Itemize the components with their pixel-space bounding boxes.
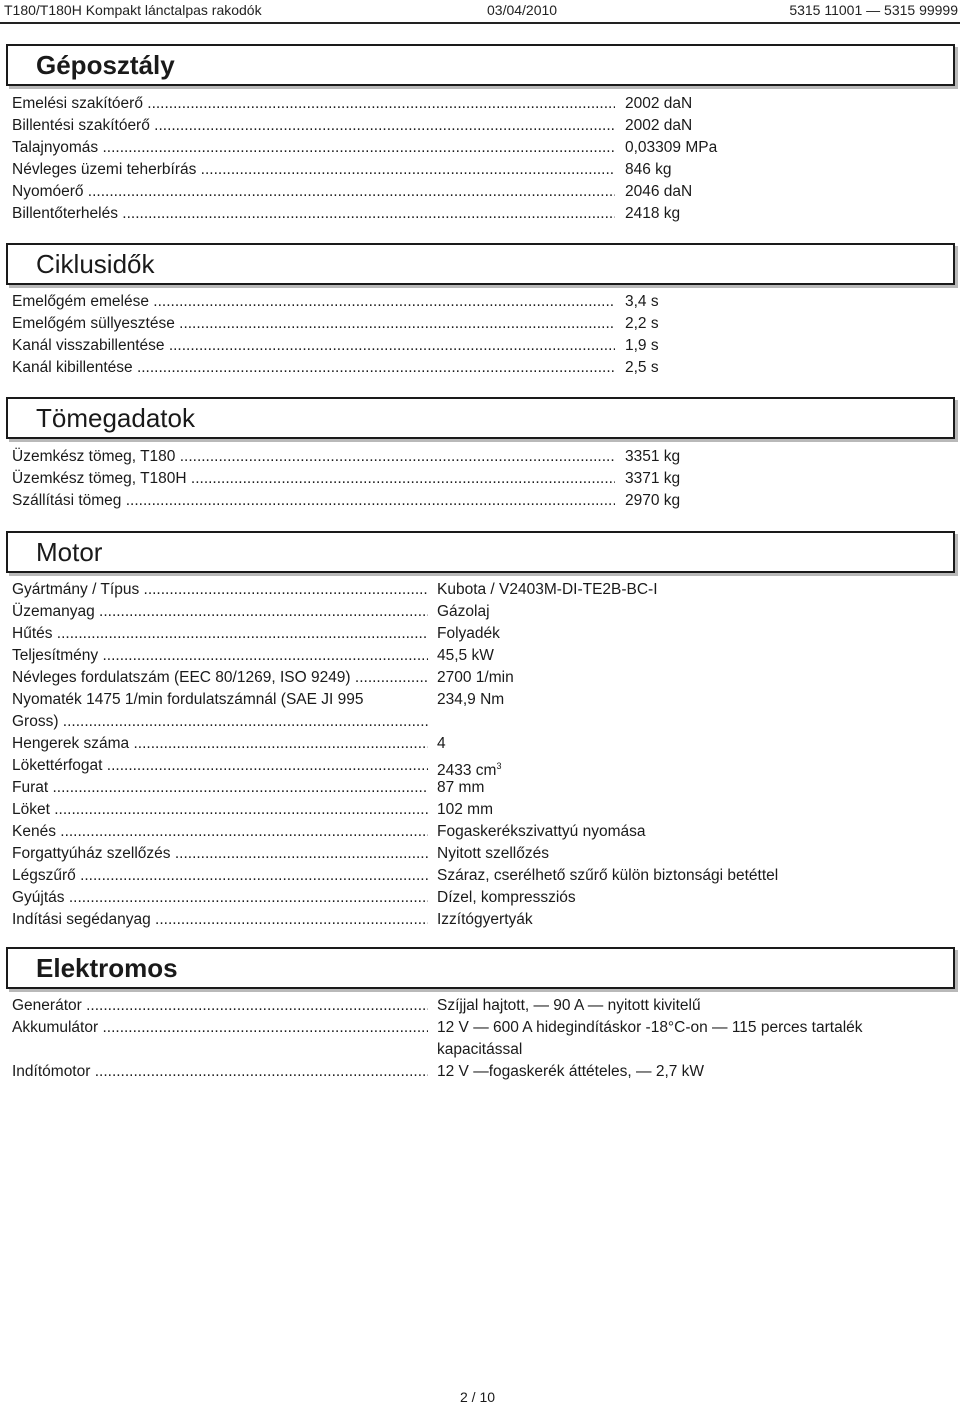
spec-row: [0, 821, 960, 843]
spec-label: Generátor .....: [12, 995, 428, 1017]
spec-label: Indítómotor .....: [12, 1061, 428, 1083]
spec-label: Szállítási tömeg .....: [12, 490, 615, 512]
spec-label: [12, 689, 428, 733]
spec-label: Teljesítmény .....: [12, 645, 428, 667]
section-heading-box: [6, 531, 955, 573]
electrical-list: [0, 995, 960, 1083]
spec-label: Emelési szakítóerő .....: [12, 93, 615, 115]
spec-value: 0,03309 MPa: [625, 139, 718, 156]
spec-value: Gázolaj: [437, 603, 490, 620]
spec-label: Furat .....: [12, 777, 428, 799]
spec-label: Akkumulátor .....: [12, 1017, 428, 1061]
machine-class-list: [0, 93, 960, 225]
section-heading-box: [6, 44, 955, 86]
document-date: 03/04/2010: [487, 2, 558, 18]
spec-label: Indítási segédanyag .....: [12, 909, 428, 931]
section-title: Ciklusidők: [36, 249, 155, 279]
section-heading-box: [6, 397, 955, 439]
spec-value: Fogaskerékszivattyú nyomása: [437, 823, 646, 840]
spec-value: 2046 daN: [625, 183, 693, 200]
spec-value: 2,5 s: [625, 359, 659, 376]
spec-row: [0, 623, 960, 645]
spec-label: Nyomóerő .....: [12, 181, 615, 203]
spec-row: [0, 579, 960, 601]
spec-value: 4: [437, 735, 446, 752]
spec-label-line: Nyomaték 1475 1/min fordulatszámnál (SAE JI 995: [12, 691, 364, 708]
spec-value: Izzítógyertyák: [437, 911, 533, 928]
spec-value: Dízel, kompressziós: [437, 889, 576, 906]
page-number: 2 / 10: [460, 1389, 496, 1405]
spec-label: Hengerek száma .....: [12, 733, 428, 755]
spec-row: [0, 137, 960, 159]
spec-value: 2,2 s: [625, 315, 659, 332]
spec-label: Billentőterhelés .....: [12, 203, 615, 225]
spec-label: Névleges üzemi teherbírás .....: [12, 159, 615, 181]
spec-value: 3,4 s: [625, 293, 659, 310]
spec-value: 3351 kg: [625, 448, 681, 465]
spec-row: [0, 909, 960, 931]
spec-row: [0, 313, 960, 335]
spec-row: [0, 799, 960, 821]
spec-value: 87 mm: [437, 779, 485, 796]
spec-label: Kanál kibillentése .....: [12, 357, 615, 379]
spec-value-text: 2433 cm: [437, 762, 497, 779]
spec-value: 234,9 Nm: [437, 691, 505, 708]
header-divider: [0, 22, 960, 24]
section-heading-box: [6, 947, 955, 989]
spec-value: 45,5 kW: [437, 647, 494, 664]
spec-label: Hűtés .....: [12, 623, 428, 645]
spec-row: [0, 468, 960, 490]
spec-label: Kenés .....: [12, 821, 428, 843]
spec-value: Száraz, cserélhető szűrő külön biztonsági betéttel: [437, 867, 779, 884]
spec-label: Üzemanyag .....: [12, 601, 428, 623]
spec-row: [0, 733, 960, 755]
spec-label: Gyújtás .....: [12, 887, 428, 909]
section-title: Motor: [36, 537, 103, 567]
document-title: T180/T180H Kompakt lánctalpas rakodók: [4, 2, 262, 18]
spec-label-line: Gross) .....: [12, 711, 428, 733]
spec-label: Légszűrő .....: [12, 865, 428, 887]
engine-list: [0, 579, 960, 931]
spec-row: [0, 689, 960, 733]
superscript: 3: [496, 761, 502, 771]
spec-label: Üzemkész tömeg, T180 .....: [12, 446, 615, 468]
section-title: Géposztály: [36, 50, 175, 80]
spec-label: Üzemkész tömeg, T180H .....: [12, 468, 615, 490]
spec-value: 12 V — 600 A hidegindításkor -18°C-on — 115 perces tartalék kapacitással: [437, 1019, 863, 1058]
spec-row: [0, 843, 960, 865]
spec-value: 12 V —fogaskerék áttételes, — 2,7 kW: [437, 1063, 705, 1080]
spec-row: [0, 115, 960, 137]
spec-value: 2002 daN: [625, 117, 693, 134]
spec-row: [0, 995, 960, 1017]
spec-value: 2002 daN: [625, 95, 693, 112]
spec-row: [0, 490, 960, 512]
spec-row: [0, 865, 960, 887]
spec-label: Emelőgém emelése .....: [12, 291, 615, 313]
spec-label: Névleges fordulatszám (EEC 80/1269, ISO 9249) .....: [12, 667, 428, 689]
spec-row: [0, 887, 960, 909]
spec-label: Billentési szakítóerő .....: [12, 115, 615, 137]
spec-value: Kubota / V2403M-DI-TE2B-BC-I: [437, 581, 658, 598]
cycle-times-list: [0, 291, 960, 379]
spec-value: 3371 kg: [625, 470, 681, 487]
spec-row: [0, 203, 960, 225]
spec-value: Nyitott szellőzés: [437, 845, 549, 862]
spec-row: [0, 645, 960, 667]
spec-label: Lökettérfogat .....: [12, 755, 428, 777]
spec-value: 2700 1/min: [437, 669, 514, 686]
weight-data-list: [0, 446, 960, 512]
spec-row: [0, 601, 960, 623]
spec-label: Talajnyomás .....: [12, 137, 615, 159]
spec-value: 2418 kg: [625, 205, 681, 222]
spec-value: 1,9 s: [625, 337, 659, 354]
spec-row: [0, 291, 960, 313]
spec-value: 102 mm: [437, 801, 493, 818]
spec-row: [0, 357, 960, 379]
spec-row: [0, 446, 960, 468]
spec-row: [0, 93, 960, 115]
section-heading-box: [6, 243, 955, 285]
spec-row: [0, 335, 960, 357]
spec-row: [0, 159, 960, 181]
serial-range: 5315 11001 — 5315 99999: [789, 2, 958, 18]
spec-row: [0, 181, 960, 203]
spec-label: Gyártmány / Típus .....: [12, 579, 428, 601]
section-title: Tömegadatok: [36, 403, 195, 433]
spec-row: [0, 1061, 960, 1083]
spec-row: [0, 777, 960, 799]
spec-row: [0, 1017, 960, 1061]
section-title: Elektromos: [36, 953, 178, 983]
spec-label: Forgattyúház szellőzés .....: [12, 843, 428, 865]
spec-value: Folyadék: [437, 625, 500, 642]
spec-row: [0, 755, 960, 777]
spec-label: Löket .....: [12, 799, 428, 821]
spec-value: Szíjjal hajtott, — 90 A — nyitott kivitelű: [437, 997, 701, 1014]
spec-label: Emelőgém süllyesztése .....: [12, 313, 615, 335]
spec-label: Kanál visszabillentése .....: [12, 335, 615, 357]
spec-row: [0, 667, 960, 689]
document-header: [0, 0, 960, 22]
spec-value: 846 kg: [625, 161, 672, 178]
spec-value: 2970 kg: [625, 492, 681, 509]
